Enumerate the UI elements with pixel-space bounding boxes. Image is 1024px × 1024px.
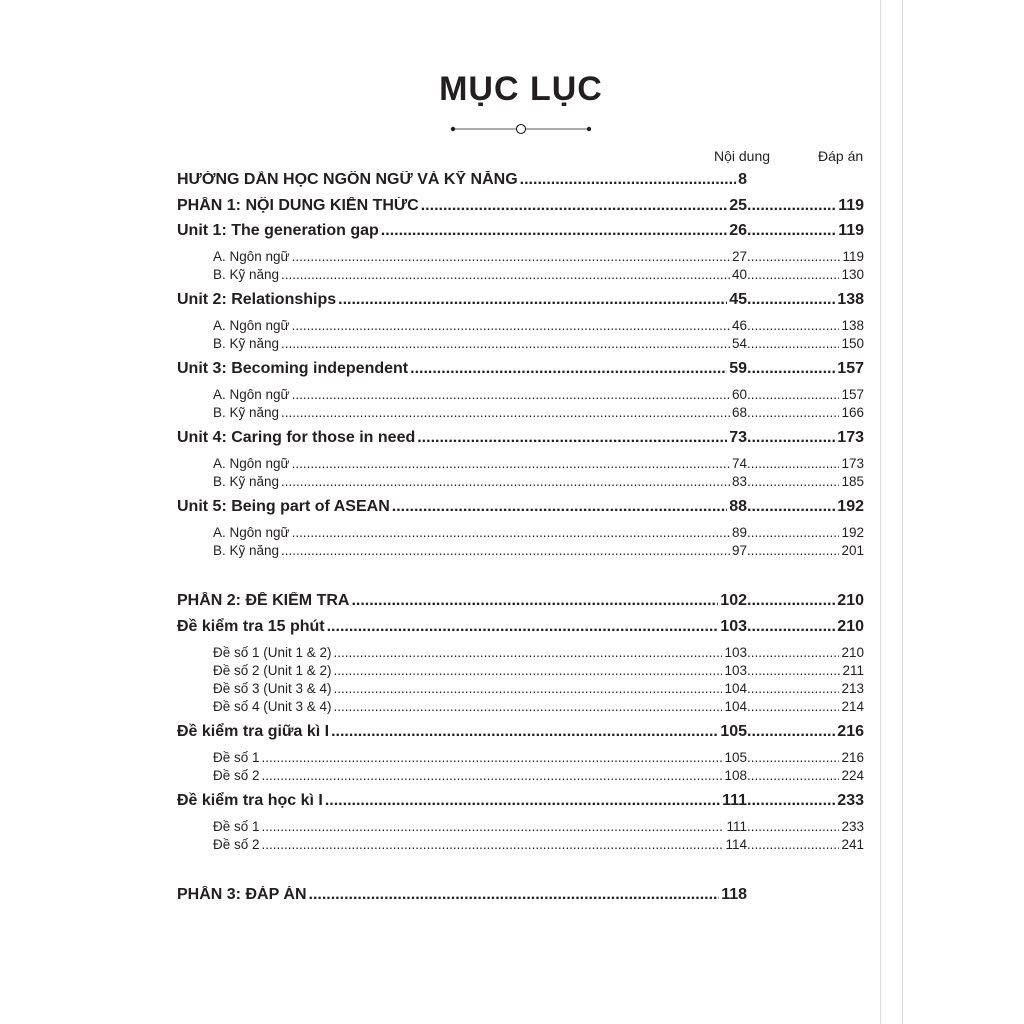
toc-entry-label: Đề kiểm tra 15 phút xyxy=(177,618,325,635)
dot-leader xyxy=(747,429,835,447)
toc-entry xyxy=(0,886,1024,908)
dot-leader xyxy=(747,318,839,333)
toc-subentry xyxy=(0,681,1024,699)
dot-leader xyxy=(747,681,839,696)
answer-page-number: 224 xyxy=(841,768,864,783)
toc-entry-label: A. Ngôn ngữ xyxy=(213,456,290,471)
answer-page-number: 214 xyxy=(841,699,864,714)
dot-leader xyxy=(338,291,727,309)
dot-leader xyxy=(262,768,723,783)
toc-entry-label: Đề số 2 xyxy=(213,768,260,783)
dot-leader xyxy=(421,197,727,215)
toc-subentry xyxy=(0,249,1024,267)
content-page-number: 8 xyxy=(738,171,747,188)
toc-entry xyxy=(0,792,1024,814)
answer-page-number: 241 xyxy=(841,837,864,852)
toc-entry-label: PHẦN 3: ĐÁP ÁN xyxy=(177,886,307,903)
answer-page-number: 211 xyxy=(842,663,864,678)
dot-leader xyxy=(262,819,725,834)
content-page-number: 83 xyxy=(731,474,747,489)
toc-entry-label: Đề số 1 (Unit 1 & 2) xyxy=(213,645,332,660)
dot-leader xyxy=(417,429,727,447)
answer-page-number: 119 xyxy=(838,222,864,239)
content-page-number: 118 xyxy=(721,886,747,903)
toc-entry-label: Đề số 2 (Unit 1 & 2) xyxy=(213,663,332,678)
toc-entry xyxy=(0,592,1024,614)
content-page-number: 111 xyxy=(726,819,747,834)
dot-leader xyxy=(292,456,730,471)
dot-leader xyxy=(381,222,727,240)
content-page-number: 89 xyxy=(731,525,747,540)
content-page-number: 102 xyxy=(720,592,747,609)
toc-entry xyxy=(0,498,1024,520)
toc-entry-label: A. Ngôn ngữ xyxy=(213,249,290,264)
answer-page-number: 150 xyxy=(841,336,864,351)
dot-leader xyxy=(747,768,839,783)
content-page-number: 88 xyxy=(729,498,747,515)
toc-entry-label: B. Kỹ năng xyxy=(213,474,280,489)
dot-leader xyxy=(747,267,839,282)
toc-subentry xyxy=(0,543,1024,561)
toc-entry-label: Unit 1: The generation gap xyxy=(177,222,379,239)
toc-subentry xyxy=(0,819,1024,837)
toc-entry-label: PHẦN 1: NỘI DUNG KIẾN THỨC xyxy=(177,197,419,214)
dot-leader xyxy=(334,681,723,696)
answer-page-number: 233 xyxy=(837,792,864,809)
dot-leader xyxy=(334,645,723,660)
dot-leader xyxy=(351,592,718,610)
answer-page-number: 130 xyxy=(841,267,864,282)
toc-subentry xyxy=(0,525,1024,543)
dot-leader xyxy=(262,750,723,765)
toc-entry-label: B. Kỹ năng xyxy=(213,267,280,282)
toc-entry-label: Đề số 2 xyxy=(213,837,260,852)
toc-subentry xyxy=(0,336,1024,354)
toc-entry-label: Đề số 3 (Unit 3 & 4) xyxy=(213,681,332,696)
toc-entry xyxy=(0,618,1024,640)
answer-page-number: 185 xyxy=(841,474,864,489)
toc-entry-label: Unit 4: Caring for those in need xyxy=(177,429,416,446)
dot-leader xyxy=(747,750,839,765)
dot-leader xyxy=(747,618,835,636)
dot-leader xyxy=(747,592,835,610)
toc-entry xyxy=(0,291,1024,313)
toc-entry-label: B. Kỹ năng xyxy=(213,405,280,420)
answer-page-number: 210 xyxy=(841,645,864,660)
toc-entry-label: B. Kỹ năng xyxy=(213,336,280,351)
toc-entry xyxy=(0,723,1024,745)
content-page-number: 105 xyxy=(724,750,747,765)
dot-leader xyxy=(747,663,840,678)
content-page-number: 27 xyxy=(731,249,747,264)
toc-subentry xyxy=(0,387,1024,405)
toc-entry-label: Đề số 1 xyxy=(213,750,260,765)
column-header-content: Nội dung xyxy=(714,148,771,164)
toc-entry xyxy=(0,222,1024,244)
content-page-number: 68 xyxy=(731,405,747,420)
answer-page-number: 201 xyxy=(841,543,864,558)
title-ornament xyxy=(449,122,593,136)
toc-entry-label: A. Ngôn ngữ xyxy=(213,318,290,333)
dot-leader xyxy=(747,837,839,852)
toc-entry xyxy=(0,171,1024,193)
dot-leader xyxy=(747,456,839,471)
toc-subentry xyxy=(0,663,1024,681)
dot-leader xyxy=(410,360,727,378)
toc-entry-label: Đề số 4 (Unit 3 & 4) xyxy=(213,699,332,714)
toc-subentry xyxy=(0,645,1024,663)
content-page-number: 59 xyxy=(729,360,747,377)
content-page-number: 105 xyxy=(720,723,747,740)
dot-leader xyxy=(747,498,835,516)
dot-leader xyxy=(747,405,839,420)
answer-page-number: 138 xyxy=(837,291,864,308)
answer-page-number: 119 xyxy=(842,249,864,264)
answer-page-number: 192 xyxy=(837,498,864,515)
dot-leader xyxy=(262,837,724,852)
dot-leader xyxy=(747,360,835,378)
dot-leader xyxy=(747,197,836,215)
toc-subentry xyxy=(0,318,1024,336)
content-page-number: 97 xyxy=(731,543,747,558)
dot-leader xyxy=(747,249,840,264)
answer-page-number: 173 xyxy=(837,429,864,446)
content-page-number: 108 xyxy=(724,768,747,783)
content-page-number: 103 xyxy=(724,663,747,678)
toc-subentry xyxy=(0,474,1024,492)
toc-subentry xyxy=(0,750,1024,768)
toc-subentry xyxy=(0,699,1024,717)
dot-leader xyxy=(292,318,730,333)
content-page-number: 60 xyxy=(731,387,747,402)
dot-leader xyxy=(747,543,839,558)
toc-entry xyxy=(0,429,1024,451)
answer-page-number: 157 xyxy=(837,360,864,377)
answer-page-number: 216 xyxy=(837,723,864,740)
dot-leader xyxy=(292,249,730,264)
content-page-number: 114 xyxy=(725,837,747,852)
content-page-number: 103 xyxy=(720,618,747,635)
dot-leader xyxy=(747,723,835,741)
toc-subentry xyxy=(0,456,1024,474)
answer-page-number: 213 xyxy=(841,681,864,696)
toc-entry-label: Đề kiểm tra giữa kì I xyxy=(177,723,330,740)
content-page-number: 45 xyxy=(729,291,747,308)
dot-leader xyxy=(334,699,723,714)
toc-subentry xyxy=(0,267,1024,285)
content-page-number: 104 xyxy=(724,699,747,714)
toc-entry-label: Unit 2: Relationships xyxy=(177,291,337,308)
answer-page-number: 210 xyxy=(837,618,864,635)
dot-leader xyxy=(520,171,736,189)
dot-leader xyxy=(747,474,839,489)
content-page-number: 40 xyxy=(731,267,747,282)
answer-page-number: 216 xyxy=(841,750,864,765)
answer-page-number: 210 xyxy=(837,592,864,609)
toc-entry-label: PHẦN 2: ĐỀ KIỂM TRA xyxy=(177,592,350,609)
answer-page-number: 173 xyxy=(841,456,864,471)
dot-leader xyxy=(747,291,835,309)
toc-entry-label: HƯỚNG DẪN HỌC NGÔN NGỮ VÀ KỸ NĂNG xyxy=(177,171,518,188)
answer-page-number: 192 xyxy=(841,525,864,540)
toc-entry-label: B. Kỹ năng xyxy=(213,543,280,558)
answer-page-number: 138 xyxy=(841,318,864,333)
toc-subentry xyxy=(0,405,1024,423)
dot-leader xyxy=(325,792,720,810)
dot-leader xyxy=(281,474,730,489)
dot-leader xyxy=(309,886,720,904)
content-page-number: 25 xyxy=(729,197,747,214)
page-title: MỤC LỤC xyxy=(439,70,603,108)
dot-leader xyxy=(292,387,730,402)
toc-entry-label: A. Ngôn ngữ xyxy=(213,387,290,402)
answer-page-number: 233 xyxy=(841,819,864,834)
dot-leader xyxy=(327,618,719,636)
content-page-number: 104 xyxy=(724,681,747,696)
dot-leader xyxy=(747,645,839,660)
toc-entry xyxy=(0,360,1024,382)
content-page-number: 26 xyxy=(729,222,747,239)
toc-entry-label: Unit 5: Being part of ASEAN xyxy=(177,498,390,515)
dot-leader xyxy=(747,387,839,402)
toc-entry xyxy=(0,197,1024,219)
toc-entry-label: Unit 3: Becoming independent xyxy=(177,360,409,377)
toc-entry-label: Đề số 1 xyxy=(213,819,260,834)
answer-page-number: 157 xyxy=(841,387,864,402)
toc-entry-label: A. Ngôn ngữ xyxy=(213,525,290,540)
content-page-number: 74 xyxy=(731,456,747,471)
content-page-number: 73 xyxy=(729,429,747,446)
dot-leader xyxy=(747,222,836,240)
dot-leader xyxy=(281,405,730,420)
dot-leader xyxy=(747,699,839,714)
dot-leader xyxy=(334,663,723,678)
dot-leader xyxy=(747,792,835,810)
dot-leader xyxy=(392,498,727,516)
content-page-number: 103 xyxy=(724,645,747,660)
dot-leader xyxy=(331,723,718,741)
content-page-number: 111 xyxy=(722,792,747,809)
toc-subentry xyxy=(0,837,1024,855)
answer-page-number: 119 xyxy=(838,197,864,214)
dot-leader xyxy=(747,336,839,351)
dot-leader xyxy=(281,543,730,558)
answer-page-number: 166 xyxy=(841,405,864,420)
dot-leader xyxy=(281,336,730,351)
content-page-number: 46 xyxy=(731,318,747,333)
dot-leader xyxy=(292,525,730,540)
toc-entry-label: Đề kiểm tra học kì I xyxy=(177,792,323,809)
toc-subentry xyxy=(0,768,1024,786)
dot-leader xyxy=(747,525,839,540)
column-header-answer: Đáp án xyxy=(818,148,864,164)
content-page-number: 54 xyxy=(731,336,747,351)
dot-leader xyxy=(281,267,730,282)
dot-leader xyxy=(747,819,839,834)
